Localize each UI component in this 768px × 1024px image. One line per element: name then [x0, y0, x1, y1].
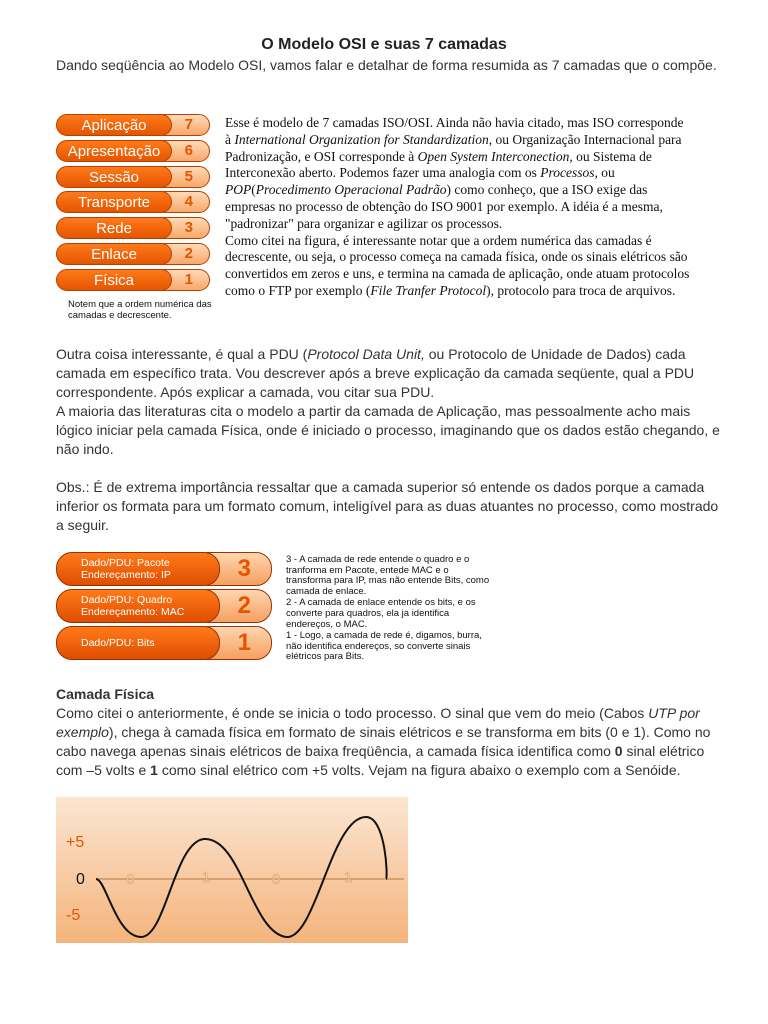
- layer-name: Enlace: [56, 243, 172, 265]
- layer-number: 1: [156, 269, 210, 291]
- layer-number: 7: [156, 114, 210, 136]
- layer-name: Sessão: [56, 166, 172, 188]
- layer-name: Rede: [56, 217, 172, 239]
- layer-row: [56, 140, 212, 162]
- bit-label: 0: [272, 871, 281, 888]
- camada-fisica-section: Camada Física Como citei o anteriormente, é onde se inicia o todo processo. O sinal que vem do meio (Cabos UTP por exemplo), chega à camada física em formato de sinais elétricos e se transforma em bits (0 e 1). Como no cabo navega apenas sinais elétricos de baixa freqüência, a camada física identifica como 0 sinal elétrico com –5 volts e 1 como sinal elétrico com +5 volts. Vejam na figura abaixo o exemplo com a Senóide.: [56, 685, 720, 780]
- pdu-row: [56, 589, 272, 623]
- pdu-number: 1: [206, 626, 272, 660]
- layer-row: [56, 114, 212, 136]
- pdu-number: 3: [206, 552, 272, 586]
- iso-osi-explanation: Esse é modelo de 7 camadas ISO/OSI. Ainda não havia citado, mas ISO corresponde à International Organization for Standardization, ou Organização Internacional para Padronização, e OSI corresponde à Open System Interconection, ou Sistema de Interconexão aberto. Podemos fazer uma analogia com os Processos, ou POP(Procedimento Operacional Padrão) como conheço, que a ISO exige das empresas no processo de obtenção do ISO 9001 por exemplo. A idéia é a mesma, "padronizar" para organizar e agilizar os processos. Como citei na figura, é interessante notar que a ordem numérica das camadas é decrescente, ou seja, o processo começa na camada física, onde os sinais elétricos são convertidos em zeros e uns, e termina na camada de aplicação, onde atuam protocolos como o FTP por exemplo (File Tranfer Protocol), protocolo para troca de arquivos.: [225, 115, 690, 298]
- pdu-diagram: [56, 552, 272, 663]
- pdu-number: 2: [206, 589, 272, 623]
- layer-number: 2: [156, 243, 210, 265]
- layer-number: 6: [156, 140, 210, 162]
- layer-number: 5: [156, 166, 210, 188]
- pdu-label: Dado/PDU: Pacote Endereçamento: IP: [56, 552, 220, 586]
- figure-background: [56, 797, 408, 943]
- osi-layers-diagram: [56, 114, 212, 295]
- intro-paragraph: Dando seqüência ao Modelo OSI, vamos falar e detalhar de forma resumida as 7 camadas que o compõe.: [56, 57, 717, 73]
- layer-name: Transporte: [56, 191, 172, 213]
- sine-wave-figure: [56, 797, 408, 943]
- zero-label: 0: [76, 871, 85, 888]
- page-title: O Modelo OSI e suas 7 camadas: [261, 36, 507, 53]
- bit-label: 1: [202, 869, 211, 886]
- pdu-paragraph: Outra coisa interessante, é qual a PDU (Protocol Data Unit, ou Protocolo de Unidade de Dados) cada camada em específico trata. Vou descrever após a breve explicação da camada seqüente, qual a PDU correspondente. Após explicar a camada, vou citar sua PDU. A maioria das literaturas cita o modelo a partir da camada de Aplicação, mas pessoalmente acho mais lógico iniciar pela camada Física, onde é iniciado o processo, imaginando que os dados estão chegando, e não indo.: [56, 346, 720, 457]
- layer-row: [56, 166, 212, 188]
- layer-number: 3: [156, 217, 210, 239]
- layer-row: [56, 191, 212, 213]
- section-heading: Camada Física: [56, 686, 155, 702]
- minus-five-label: -5: [66, 907, 81, 924]
- bit-label: 1: [344, 869, 353, 886]
- layer-row: [56, 243, 212, 265]
- layer-row: [56, 217, 212, 239]
- pdu-notes: 3 - A camada de rede entende o quadro e o tranforma em Pacote, entede MAC e o transforma para IP, mas não entende Bits, como camada de enlace. 2 - A camada de enlace entende os bits, e os converte para quadros, ela ja identifica endereços, o MAC. 1 - Logo, a camada de rede é, digamos, burra, não identifica endereços, so converte sinais elétricos para Bits.: [286, 554, 490, 663]
- layer-name: Aplicação: [56, 114, 172, 136]
- obs-paragraph: Obs.: É de extrema importância ressaltar que a camada superior só entende os dados porque a camada inferior os formata para um formato comum, inteligível para as duas atuantes no processo, como mostrado a seguir.: [56, 479, 719, 533]
- layer-number: 4: [156, 191, 210, 213]
- layer-row: [56, 269, 212, 291]
- layer-name: Física: [56, 269, 172, 291]
- pdu-label: Dado/PDU: Quadro Endereçamento: MAC: [56, 589, 220, 623]
- pdu-row: [56, 626, 272, 660]
- bit-label: 0: [126, 871, 135, 888]
- plus-five-label: +5: [66, 834, 85, 851]
- pdu-row: [56, 552, 272, 586]
- layer-name: Apresentação: [56, 140, 172, 162]
- layers-caption: Notem que a ordem numérica das camadas e decrescente.: [68, 299, 212, 321]
- pdu-label: Dado/PDU: Bits: [56, 626, 220, 660]
